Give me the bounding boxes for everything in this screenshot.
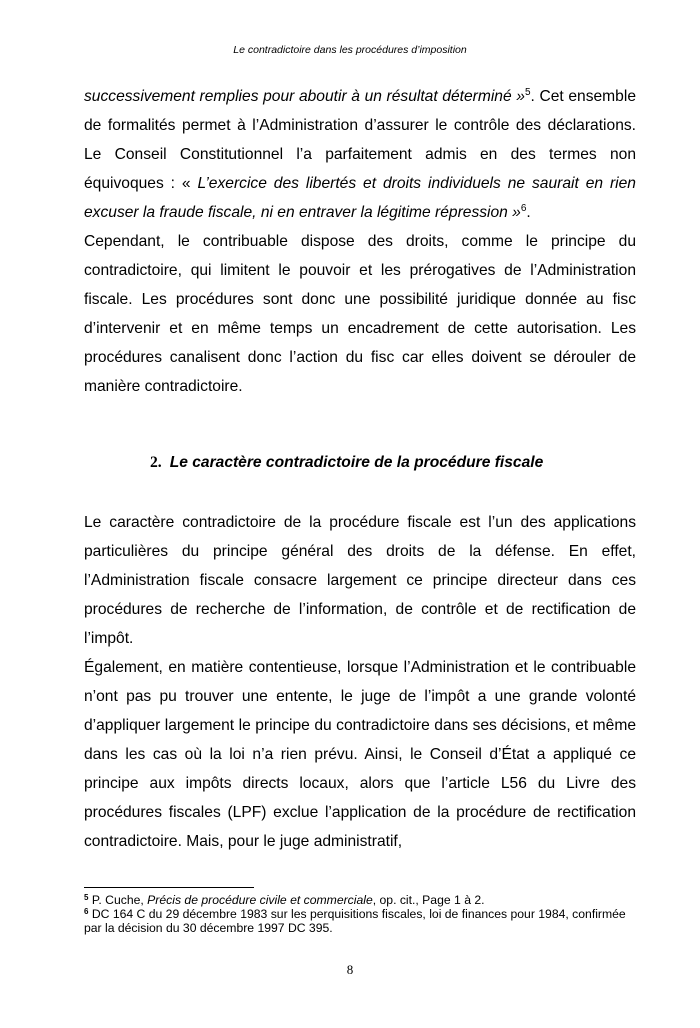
running-header: Le contradictoire dans les procédures d’imposition: [233, 44, 467, 56]
paragraph-2: Cependant, le contribuable dispose des droits, comme le principe du contradictoire, qui limitent le pouvoir et les prérogatives de l’Administration fiscale. Les procédures sont donc une possibilité juridique donnée au fisc d’intervenir et en même temps un encadrement de cette autorisation. Les procédures canalisent donc l’action du fisc car elles doivent se dérouler de manière contradictoire.: [84, 233, 636, 395]
footnote-mark: 5: [84, 893, 89, 902]
paragraph-1-text: . Cet ensemble de formalités permet à l’Administration d’assurer le contrôle des déclarations. Le Conseil Constitutionnel l’a parfaitement admis en des termes non équivoques : «: [84, 88, 636, 192]
section-heading: [150, 454, 543, 472]
footnotes: [84, 893, 644, 935]
section-title: Le caractère contradictoire de la procédure fiscale: [169, 454, 544, 471]
footnote-text: DC 164 C du 29 décembre 1983 sur les perquisitions fiscales, loi de finances pour 1984, confirmée par la décision du 30 décembre 1997 DC 395.: [84, 907, 626, 935]
paragraph-4: Également, en matière contentieuse, lorsque l’Administration et le contribuable n’ont pas pu trouver une entente, le juge de l’impôt a une grande volonté d’appliquer largement le principe du contradictoire dans ses décisions, et même dans les cas où la loi n’a rien prévu. Ainsi, le Conseil d’État a appliqué ce principe aux impôts directs locaux, alors que l’article L56 du Livre des procédures fiscales (LPF) exclue l’application de la procédure de rectification contradictoire. Mais, pour le juge administratif,: [84, 659, 636, 850]
footnote-5: [84, 893, 644, 907]
quote-a: successivement remplies pour aboutir à un résultat déterminé »: [84, 88, 525, 105]
page-number: 8: [346, 962, 354, 977]
paragraph-3: Le caractère contradictoire de la procédure fiscale est l’un des applications particulières du principe général des droits de la défense. En effet, l’Administration fiscale consacre largement ce principe directeur dans ces procédures de recherche de l’information, de contrôle et de rectification de l’impôt.: [84, 514, 636, 647]
footnote-divider: [84, 887, 254, 888]
footnote-6: [84, 907, 644, 935]
footnote-text-end: , op. cit., Page 1 à 2.: [372, 893, 485, 907]
quote-b: L’exercice des libertés et droits individuels ne saurait en rien excuser la fraude fiscale, ni en entraver la légitime répression »: [84, 175, 636, 221]
paragraph-1: [84, 82, 636, 227]
paragraph-1-end: .: [526, 204, 531, 221]
footnote-text: P. Cuche,: [88, 893, 148, 907]
section-number: 2.: [150, 454, 162, 471]
body-text-top: [84, 82, 636, 401]
footnote-ref-5[interactable]: 5: [524, 87, 531, 98]
body-text-bottom: [84, 508, 636, 856]
footnote-title: Précis de procédure civile et commerciale: [147, 893, 373, 907]
footnote-mark: 6: [84, 907, 89, 916]
footnote-ref-6[interactable]: 6: [520, 203, 527, 214]
